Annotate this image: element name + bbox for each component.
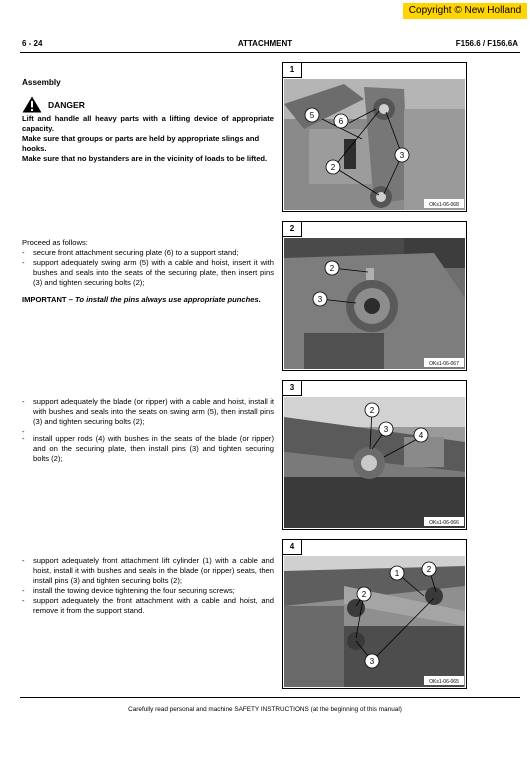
danger-header [22,96,274,113]
callout-label: 2 [330,163,336,172]
page-number: 6 - 24 [22,39,43,48]
important-text: – To install the pins always use appropriate punches. [68,295,261,304]
header-rule [20,52,520,53]
step2-list [22,248,274,288]
callout-label: 3 [383,425,389,434]
callout-label: 3 [399,151,405,160]
assembly-section [22,78,274,164]
figure-code: OKs1-06-065 [429,679,459,685]
danger-text-3: Make sure that no bystanders are in the vicinity of loads to be lifted. [22,154,268,163]
step4-text [22,556,274,616]
callout-label: 2 [329,264,335,273]
model-number: F156.6 / F156.6A [455,39,518,48]
important-label: IMPORTANT [22,295,67,304]
assembly-title: Assembly [22,78,61,87]
step3-list [22,397,274,464]
figure-4 [282,539,467,689]
figure-photo [284,79,465,210]
figure-1 [282,62,467,212]
callout-label: 5 [309,111,315,120]
figure-2 [282,221,467,371]
list-item: - support adequately swing arm (5) with a cable and hoist, insert it with bushes and seals into the seats of the securing plate, then insert pins (3) and tighten securing bolts (2); [22,258,274,288]
callout-label: 2 [369,406,375,415]
figure-photo [284,556,465,687]
step2-text [22,238,274,305]
callout-label: 4 [418,431,424,440]
step3-text [22,397,274,464]
step4-list [22,556,274,616]
figure-code: OKs1-06-066 [429,520,459,526]
callout-label: 2 [426,565,432,574]
footer-rule [20,697,520,698]
warning-icon [22,96,42,113]
callout-label: 3 [317,295,323,304]
figure-number: 2 [283,222,302,237]
list-item: - secure front attachment securing plate (6) to a support stand; [22,248,274,258]
danger-title: DANGER [48,99,85,110]
figure-code: OKs1-06-067 [429,361,459,367]
callout-label: 6 [338,117,344,126]
important-note [22,295,274,305]
list-item: - support adequately the blade (or ripper) with a cable and hoist, install it with bushes and seals into the seats on swing arm (5), then install pins (3) and tighten securing bolts (2); [22,397,274,427]
section-title: ATTACHMENT [237,39,293,48]
callout-label: 2 [361,590,367,599]
danger-text: Lift and handle all heavy parts with a lifting device of appropriate capacity. [22,114,274,133]
copyright-banner: Copyright © New Holland [403,3,527,19]
list-item: - install upper rods (4) with bushes in the seats of the blade (or ripper) and on the securing plate, then install pins (3) and tighten securing bolts (2); [22,434,274,464]
callout-label: 1 [394,569,400,578]
figure-photo [284,397,465,528]
figure-number: 3 [283,381,302,396]
figure-number: 4 [283,540,302,555]
footer-note: Carefully read personal and machine SAFETY INSTRUCTIONS (at the beginning of this manual) [128,706,402,713]
danger-text-2: Make sure that groups or parts are held by appropriate slings and hooks. [22,134,260,153]
figure-photo [284,238,465,369]
proceed-intro: Proceed as follows: [22,238,88,247]
list-item: - support adequately front attachment lift cylinder (1) with a cable and hoist, install it with bushes and seals in the blade (or ripper) seats, then install pins (3) and tighten securing bolts (2); [22,556,274,586]
figure-3 [282,380,467,530]
figure-number: 1 [283,63,302,78]
figure-code: OKs1-06-068 [429,202,459,208]
callout-label: 3 [369,657,375,666]
list-item: - support adequately the front attachment with a cable and hoist, and remove it from the support stand. [22,596,274,616]
list-item: - install the towing device tightening the four securing screws; [22,586,274,596]
